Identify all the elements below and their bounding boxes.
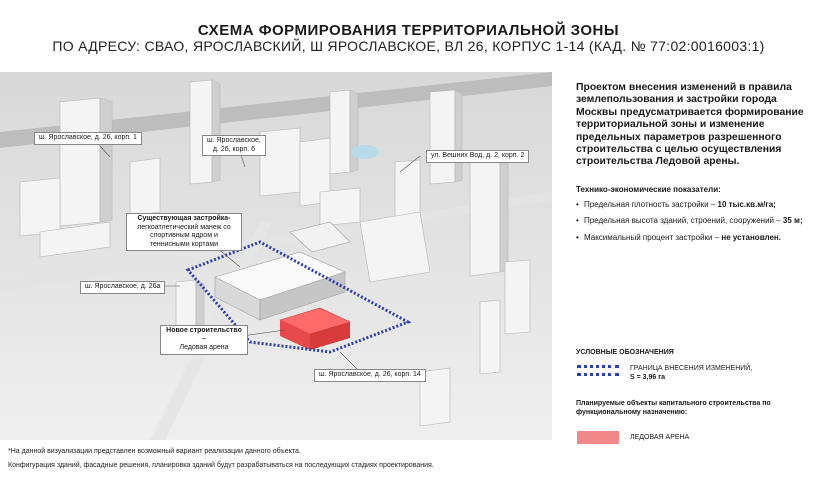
- footer-note-2: Конфигурация зданий, фасадные решения, планировка зданий будут разрабатываться на последующих стадиях проектирования.: [8, 462, 434, 469]
- page-title: СХЕМА ФОРМИРОВАНИЯ ТЕРРИТОРИАЛЬНОЙ ЗОНЫ: [197, 22, 620, 39]
- label-new-arena-name: Ледовая арена: [179, 344, 229, 351]
- legend-boundary-label-1: ГРАНИЦА ВНЕСЕНИЯ ИЗМЕНЕНИЙ,: [630, 365, 753, 372]
- legend-boundary-symbol: [577, 365, 619, 376]
- tep-item-density-text: Предельная плотность застройки –: [584, 199, 718, 209]
- label-veshnih: ул. Вешних Вод, д. 2, корп. 2: [426, 150, 529, 163]
- bullet-icon: •: [576, 232, 579, 242]
- label-new-arena-bold: Новое строительство –: [166, 327, 242, 343]
- tep-item-height-text: Предельная высота зданий, строений, сооружений –: [584, 216, 783, 226]
- page-subtitle-address: ПО АДРЕСУ: СВАО, ЯРОСЛАВСКИЙ, Ш ЯРОСЛАВСКОЕ, ВЛ 26, КОРПУС 1-14 (КАД. № 77:02:0016003:1): [52, 38, 765, 54]
- tep-title: Технико-экономические показатели:: [576, 184, 721, 194]
- label-corp6-line1: ш. Ярославское,: [207, 137, 261, 144]
- project-description: Проектом внесения изменений в правила землепользования и застройки города Москвы предусматривается формирование территориальной зоны и изменение предельных параметров разрешенного строительства с целью осуществления строительства Ледовой арены.: [576, 82, 804, 168]
- bullet-icon: •: [576, 216, 579, 226]
- legend-boundary-area: S = 3,96 га: [630, 374, 666, 381]
- tep-item-percent: [576, 233, 804, 244]
- label-corp1: ш. Ярославское, д. 26, корп. 1: [34, 132, 142, 145]
- tep-item-height: [576, 216, 804, 227]
- tep-item-percent-text: Максимальный процент застройки –: [584, 232, 722, 242]
- legend-planned-title: Планируемые объекты капитального строительства по функциональному назначению:: [576, 400, 771, 416]
- legend-arena-swatch: [577, 431, 619, 444]
- label-new-arena: [160, 325, 248, 355]
- pond: [351, 145, 379, 159]
- label-corp6: [202, 135, 266, 156]
- site-aerial-map: [0, 72, 552, 440]
- label-corp26a: ш. Ярославское, д. 26а: [80, 281, 165, 294]
- footer-note-1: *На данной визуализации представлен возможный вариант реализации данного объекта.: [8, 448, 301, 455]
- label-corp6-line2: д. 26, корп. 6: [212, 145, 255, 153]
- label-existing-line2: спортивным ядром и: [150, 232, 218, 239]
- tep-item-density: [576, 200, 804, 211]
- legend-arena-label: ЛЕДОВАЯ АРЕНА: [630, 434, 690, 441]
- info-panel: [576, 82, 804, 243]
- label-existing-line1: легкоатлетический манеж со: [137, 223, 231, 231]
- tep-item-percent-value: не установлен.: [721, 232, 781, 242]
- label-existing-line3: теннисными кортами: [149, 240, 219, 248]
- legend-boundary-label: [630, 364, 752, 382]
- tep-item-density-value: 10 тыс.кв.м/га;: [717, 199, 776, 209]
- bullet-icon: •: [576, 199, 579, 209]
- label-existing-bold: Существующая застройка-: [137, 215, 231, 222]
- legend-title: УСЛОВНЫЕ ОБОЗНАЧЕНИЯ: [576, 349, 674, 356]
- label-corp14: ш. Ярославское, д. 26, корп. 14: [314, 369, 426, 382]
- label-existing: [126, 213, 242, 251]
- tep-item-height-value: 35 м;: [782, 216, 803, 226]
